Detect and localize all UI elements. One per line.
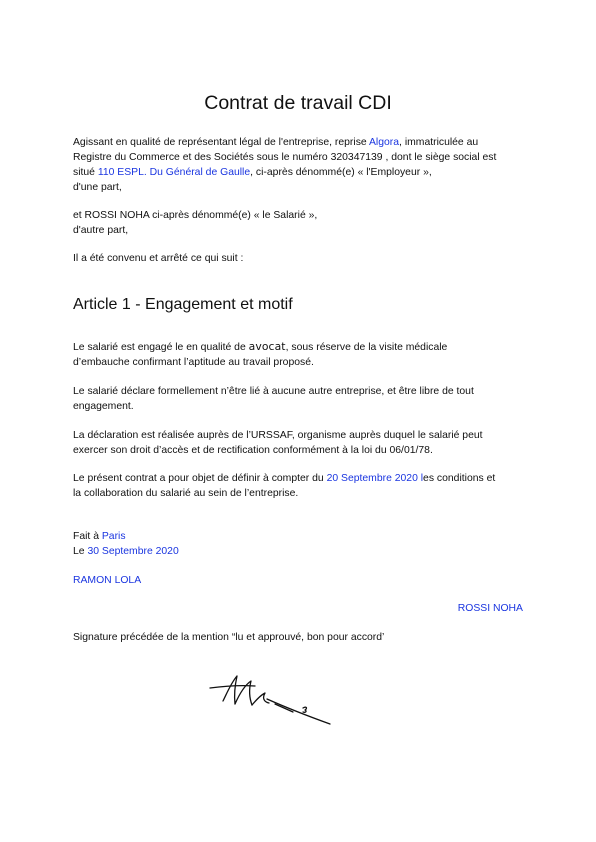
- article-1-title: Article 1 - Engagement et motif: [73, 296, 293, 313]
- article-1-paragraph-1: Le salarié est engagé le en qualité de avocat, sous réserve de la visite médicale d’embauche confirmant l’aptitude au travail proposé.: [73, 340, 448, 368]
- employee-line-1: et ROSSI NOHA ci-après dénommé(e) « le Salarié »,: [73, 210, 318, 221]
- start-date: 20 Septembre 2020 l: [326, 473, 424, 484]
- company-name: Algora: [369, 137, 400, 148]
- article-1-paragraph-2: Le salarié déclare formellement n’être lié à aucune autre entreprise, et être libre de tout engagement.: [73, 386, 474, 412]
- employee-line-2: d'autre part,: [73, 225, 129, 236]
- article-1-paragraph-4: Le présent contrat a pour objet de définir à compter du 20 Septembre 2020 les conditions et la collaboration du salarié au sein de l’entreprise.: [73, 473, 496, 499]
- employee-paragraph: [73, 208, 533, 238]
- intro-line-3: situé 110 ESPL. Du Général de Gaulle, ci-après dénommé(e) « l'Employeur »,: [73, 167, 432, 178]
- closing-block: [73, 529, 533, 559]
- handwritten-signature: [205, 671, 335, 731]
- date-value: 30 Septembre 2020: [87, 546, 179, 557]
- intro-line-4: d'une part,: [73, 182, 122, 193]
- job-title: avocat: [248, 340, 286, 353]
- employer-name: RAMON LOLA: [73, 575, 142, 586]
- rcs-number: 320347139: [330, 152, 383, 163]
- employee-name: ROSSI NOHA: [457, 603, 523, 614]
- agreement-text: Il a été convenu et arrêté ce qui suit :: [73, 253, 244, 264]
- date-line: Le 30 Septembre 2020: [73, 546, 179, 557]
- intro-paragraph: [73, 135, 533, 195]
- document-title: Contrat de travail CDI: [204, 92, 392, 114]
- place-line: Fait à Paris: [73, 531, 126, 542]
- signature-note: Signature précédée de la mention “lu et approuvé, bon pour accord’: [73, 632, 385, 643]
- place-value: Paris: [101, 531, 126, 542]
- intro-line-2: Registre du Commerce et des Sociétés sous le numéro 320347139 , dont le siège social est: [73, 152, 497, 163]
- article-1-paragraph-3: La déclaration est réalisée auprès de l’URSSAF, organisme auprès duquel le salarié peut exercer son droit d’accès et de rectification conformément à la loi du 06/01/78.: [73, 430, 483, 456]
- company-address: 110 ESPL. Du Général de Gaulle: [97, 167, 251, 178]
- intro-line-1: Agissant en qualité de représentant légal de l'entreprise, reprise Algora, immatriculée au: [73, 137, 479, 148]
